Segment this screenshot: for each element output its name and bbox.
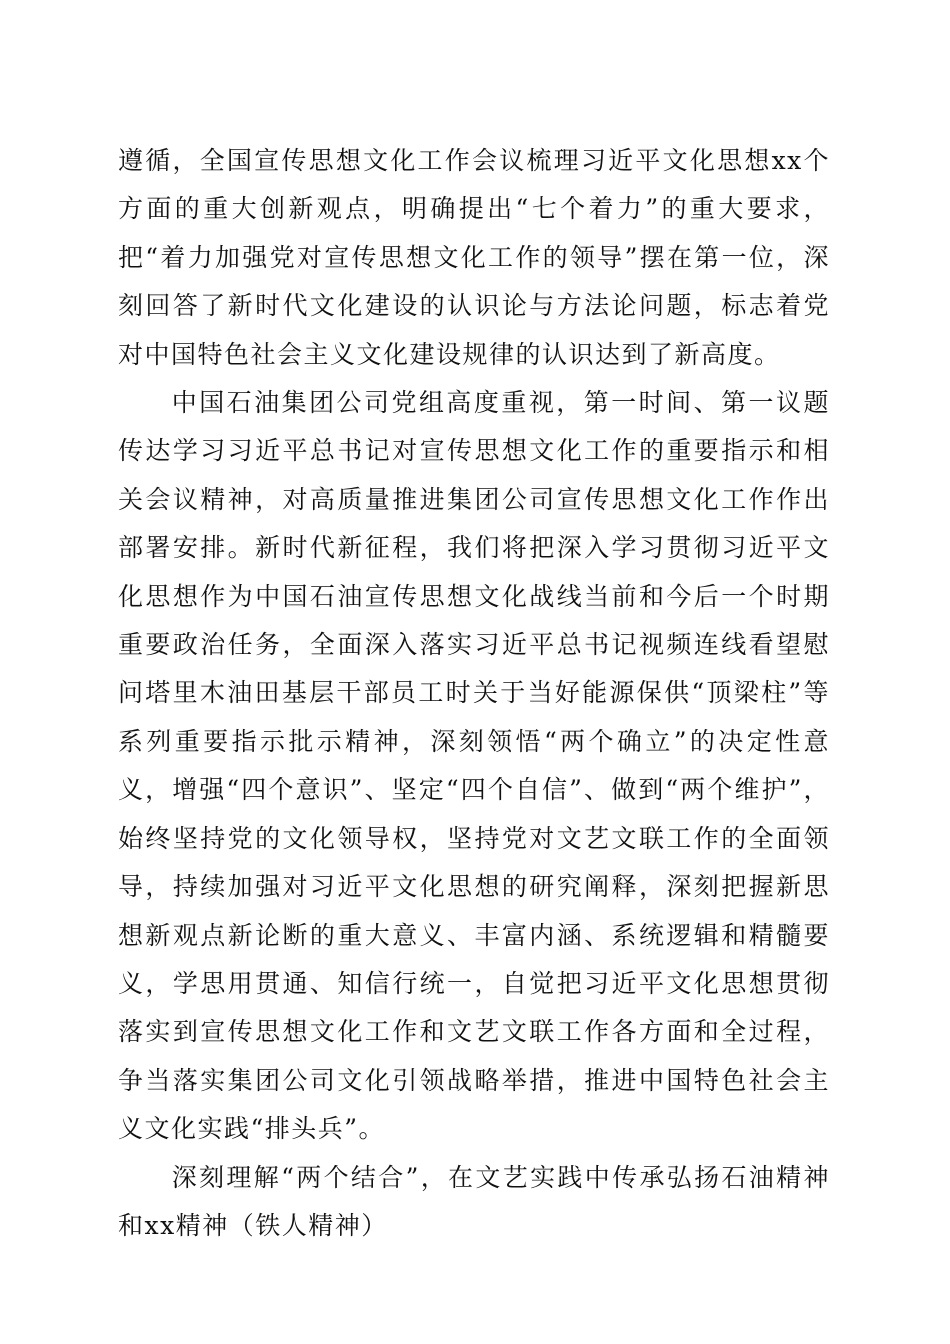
paragraph-section-heading: 深刻理解“两个结合”，在文艺实践中传承弘扬石油精神和xx精神（铁人精神） xyxy=(118,1162,830,1240)
paragraph-party-group-deployment: 中国石油集团公司党组高度重视，第一时间、第一议题传达学习习近平总书记对宣传思想文化工作的重要指示和相关会议精神，对高质量推进集团公司宣传思想文化工作作出部署安排。新时代新征程，我们将把深入学习贯彻习近平文化思想作为中国石油宣传思想文化战线当前和今后一个时期重要政治任务，全面深入落实习近平总书记视频连线看望慰问塔里木油田基层干部员工时关于当好能源保供“顶梁柱”等系列重要指示批示精神，深刻领悟“两个确立”的决定性意义，增强“四个意识”、坚定“四个自信”、做到“两个维护”，始终坚持党的文化领导权，坚持党对文艺文联工作的全面领导，持续加强对习近平文化思想的研究阐释，深刻把握新思想新观点新论断的重大意义、丰富内涵、系统逻辑和精髓要义，学思用贯通、知信行统一，自觉把习近平文化思想贯彻落实到宣传思想文化工作和文艺文联工作各方面和全过程，争当落实集团公司文化引领战略举措，推进中国特色社会主义文化实践“排头兵”。 xyxy=(118,388,830,1144)
document-body xyxy=(118,137,830,1250)
paragraph-continuation: 遵循，全国宣传思想文化工作会议梳理习近平文化思想xx个方面的重大创新观点，明确提出“七个着力”的重大要求，把“着力加强党对宣传思想文化工作的领导”摆在第一位，深刻回答了新时代文化建设的认识论与方法论问题，标志着党对中国特色社会主义文化建设规律的认识达到了新高度。 xyxy=(118,146,830,369)
